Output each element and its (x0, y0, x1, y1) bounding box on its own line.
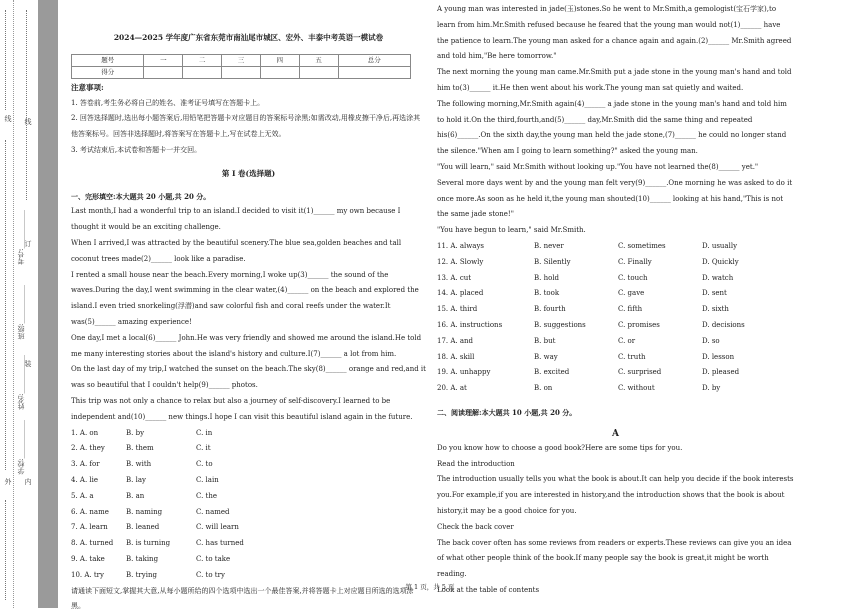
option-choice: B. by (126, 426, 196, 442)
part1-heading: 第 I 卷(选择题) (71, 166, 426, 182)
option-choice: C. sometimes (618, 239, 702, 255)
passage-a-subheading: Read the introduction (437, 457, 794, 473)
exam-title: 2024—2025 学年度广东省东莞市南汕尾市城区、宏外、丰泰中考英语一模试卷 (71, 30, 426, 46)
option-choice: C. Finally (618, 255, 702, 271)
option-choice: C. to try (196, 568, 266, 584)
option-choice: B. lay (126, 473, 196, 489)
option-choice: C. promises (618, 318, 702, 334)
option-choice: B. never (534, 239, 618, 255)
score-cell: 四 (260, 54, 299, 66)
option-row (437, 286, 794, 302)
option-choice: 7. A. learn (71, 520, 126, 536)
option-choice: C. the (196, 489, 266, 505)
passage2-paragraph: "You will learn," said Mr.Smith without looking up."You have not learned the(8)______ yet." (437, 160, 794, 176)
option-choice: C. lain (196, 473, 266, 489)
score-cell (299, 66, 338, 78)
option-choice: C. truth (618, 350, 702, 366)
right-column (437, 2, 794, 599)
score-cell: 三 (222, 54, 261, 66)
option-choice: B. with (126, 457, 196, 473)
option-choice: D. watch (702, 271, 792, 287)
score-cell (260, 66, 299, 78)
passage2-paragraph: "You have begun to learn," said Mr.Smith. (437, 223, 794, 239)
score-table (71, 54, 411, 79)
option-row (437, 239, 794, 255)
option-choice: C. without (618, 381, 702, 397)
option-choice: 19. A. unhappy (437, 365, 534, 381)
inner-label-bind: 订 (23, 240, 33, 247)
option-row (437, 381, 794, 397)
option-row (437, 255, 794, 271)
option-row (437, 271, 794, 287)
option-choice: B. trying (126, 568, 196, 584)
options2-list (437, 239, 794, 397)
option-choice: D. sent (702, 286, 792, 302)
option-choice: B. them (126, 441, 196, 457)
outer-label-line: 线 (3, 115, 13, 122)
score-cell: 总分 (338, 54, 410, 66)
passage2-paragraph: A young man was interested in jade(玉)stones.So he went to Mr.Smith,a gemologist(宝石学家),to learn from him.Mr.Smith refused because he feared that the young man would not(1)______ have the patience to learn.The young man asked for a chance again and again.(2)______ Mr.Smith agreed and told him,"Be here tomorrow." (437, 2, 794, 65)
option-choice: B. is turning (126, 536, 196, 552)
option-choice: D. by (702, 381, 792, 397)
option-choice: 9. A. take (71, 552, 126, 568)
option-row (437, 365, 794, 381)
passage1-paragraph: Last month,I had a wonderful trip to an island.I decided to visit it(1)______ my own because I thought it would be an exciting challenge. (71, 204, 426, 236)
section2-instruction: 请通读下面短文,掌握其大意,从每小题所给的四个选项中选出一个最佳答案,并将答题卡上对应题目所选的选项涂黑。 (71, 584, 426, 615)
option-row (71, 520, 426, 536)
option-choice: 13. A. cut (437, 271, 534, 287)
option-row (71, 457, 426, 473)
outer-label-outside: 外 (3, 478, 13, 485)
section2-heading: 二、阅读理解:本大题共 10 小题,共 20 分。 (437, 405, 794, 421)
option-choice: D. decisions (702, 318, 792, 334)
score-table-header-row (72, 54, 411, 66)
option-choice: 16. A. instructions (437, 318, 534, 334)
option-choice: 10. A. try (71, 568, 126, 584)
option-choice: C. named (196, 505, 266, 521)
cut-line-dots (5, 10, 8, 110)
option-choice: D. usually (702, 239, 792, 255)
notes-heading: 注意事项: (71, 80, 426, 96)
left-column (71, 0, 426, 615)
note-item: 2. 回答选择题时,选出每小题答案后,用铅笔把答题卡对应题目的答案标号涂黑;如需改动,用橡皮擦干净后,再选涂其他答案标号。回答非选择题时,将答案写在答题卡上,写在试卷上无效。 (71, 111, 426, 143)
option-choice: B. suggestions (534, 318, 618, 334)
option-row (437, 318, 794, 334)
option-row (71, 505, 426, 521)
option-choice: D. lesson (702, 350, 792, 366)
option-choice: C. has turned (196, 536, 266, 552)
option-choice: D. so (702, 334, 792, 350)
score-cell: 一 (144, 54, 183, 66)
binding-gray-bar (38, 0, 58, 608)
option-choice: 14. A. placed (437, 286, 534, 302)
field-school: 学校:___________ (16, 420, 26, 475)
field-name: 姓名:___________ (16, 355, 26, 410)
page-footer: 第 1 页，共 5 页 (0, 582, 860, 591)
passage1-paragraph: This trip was not only a chance to relax but also a journey of self-discovery.I learned to be independent and(10)______ new things.I hope I can visit this beautiful island again in the future. (71, 394, 426, 426)
option-choice: C. will learn (196, 520, 266, 536)
note-item: 3. 考试结束后,本试卷和答题卡一并交回。 (71, 143, 426, 159)
option-choice: 6. A. name (71, 505, 126, 521)
option-choice: 4. A. lie (71, 473, 126, 489)
passage-a-paragraph: The introduction usually tells you what the book is about.It can help you decide if the book interests you.For example,if you are interested in history,and the introduction shows that the book is about history,it may be a good choice for you. (437, 472, 794, 519)
option-choice: C. in (196, 426, 266, 442)
option-choice: 8. A. turned (71, 536, 126, 552)
score-cell (144, 66, 183, 78)
passage1-paragraph: I rented a small house near the beach.Every morning,I woke up(3)______ the sound of the waves.During the day,I went swimming in the clear water,(4)______ on the beach and explored the island.I even tried snorkeling(浮潜)and saw colorful fish and coral reefs under the water.It was(5)______ amazing experience! (71, 268, 426, 331)
note-item: 1. 答卷前,考生务必将自己的姓名、准考证号填写在答题卡上。 (71, 96, 426, 112)
option-choice: 11. A. always (437, 239, 534, 255)
options1-list (71, 426, 426, 584)
passage-a-label: A (437, 427, 794, 441)
option-choice: C. or (618, 334, 702, 350)
option-row (71, 426, 426, 442)
score-cell (222, 66, 261, 78)
passage1-paragraph: When I arrived,I was attracted by the beautiful scenery.The blue sea,golden beaches and tall coconut trees made(2)______ look like a paradise. (71, 236, 426, 268)
option-choice: 5. A. a (71, 489, 126, 505)
option-choice: C. to (196, 457, 266, 473)
option-choice: B. Silently (534, 255, 618, 271)
option-row (71, 441, 426, 457)
inner-line-dots (26, 10, 29, 200)
option-choice: 2. A. they (71, 441, 126, 457)
cut-line-dots (5, 140, 8, 470)
option-row (437, 350, 794, 366)
option-choice: C. it (196, 441, 266, 457)
option-row (437, 334, 794, 350)
inner-label-inside: 内 (23, 478, 33, 485)
option-choice: B. hold (534, 271, 618, 287)
option-choice: D. pleased (702, 365, 792, 381)
score-cell: 五 (299, 54, 338, 66)
option-choice: 17. A. and (437, 334, 534, 350)
option-row (71, 536, 426, 552)
option-choice: B. took (534, 286, 618, 302)
option-choice: B. on (534, 381, 618, 397)
option-choice: C. surprised (618, 365, 702, 381)
passage1-paragraph: On the last day of my trip,I watched the sunset on the beach.The sky(8)______ orange and red,and it was so beautiful that I couldn't help(9)______ photos. (71, 362, 426, 394)
score-cell (183, 66, 222, 78)
option-choice: B. taking (126, 552, 196, 568)
passage-a-paragraph: The back cover often has some reviews from readers or experts.These reviews can give you an idea of what other people think of the book.If many people say the book is great,it might be worth reading. (437, 536, 794, 583)
score-cell (338, 66, 410, 78)
option-choice: D. sixth (702, 302, 792, 318)
option-choice: C. gave (618, 286, 702, 302)
option-choice: C. to take (196, 552, 266, 568)
option-choice: 3. A. for (71, 457, 126, 473)
option-choice: 20. A. at (437, 381, 534, 397)
option-choice: 15. A. third (437, 302, 534, 318)
passage1-paragraph: One day,I met a local(6)______ John.He was very friendly and showed me around the island.He told me many interesting stories about the island's history and culture.I(7)______ a lot from him. (71, 331, 426, 363)
option-choice: B. way (534, 350, 618, 366)
passage-a-subheading: Check the back cover (437, 520, 794, 536)
passage2-paragraph: The following morning,Mr.Smith again(4)______ a jade stone in the young man's hand and told him to hold it.On the third,fourth,and(5)______ day,Mr.Smith did the same thing and repeated his(6)______.On the sixth day,the young man held the jade stone,(7)______ he could no longer stand the silence."When am I going to learn something?" asked the young man. (437, 97, 794, 160)
field-exam-number: 考号:___________ (16, 210, 26, 265)
score-cell: 得分 (72, 66, 144, 78)
option-row (71, 489, 426, 505)
field-class: 班级:___________ (16, 285, 26, 340)
option-choice: B. fourth (534, 302, 618, 318)
option-choice: B. naming (126, 505, 196, 521)
inner-label-install: 装 (23, 360, 33, 367)
option-choice: 1. A. on (71, 426, 126, 442)
section1-heading: 一、完形填空:本大题共 20 小题,共 20 分。 (71, 189, 426, 205)
passage2-paragraph: The next morning the young man came.Mr.Smith put a jade stone in the young man's hand and told him to(3)______ it.He then went about his work.The young man sat quietly and waited. (437, 65, 794, 97)
passage-a-subheading: Look at the table of contents (437, 583, 794, 599)
option-choice: C. touch (618, 271, 702, 287)
option-choice: B. an (126, 489, 196, 505)
option-choice: D. Quickly (702, 255, 792, 271)
score-cell: 二 (183, 54, 222, 66)
score-cell: 题号 (72, 54, 144, 66)
option-choice: 18. A. skill (437, 350, 534, 366)
passage2-paragraph: Several more days went by and the young man felt very(9)______.One morning he was asked to do it once more.As soon as he held it,the young man shouted(10)______ looking at his hand,"This is not the same jade stone!" (437, 176, 794, 223)
option-row (71, 473, 426, 489)
option-choice: 12. A. Slowly (437, 255, 534, 271)
option-row (437, 302, 794, 318)
option-choice: B. leaned (126, 520, 196, 536)
option-row (71, 552, 426, 568)
passage-a-paragraph: Do you know how to choose a good book?Here are some tips for you. (437, 441, 794, 457)
binding-strip (0, 0, 60, 608)
option-choice: B. but (534, 334, 618, 350)
option-choice: B. excited (534, 365, 618, 381)
inner-label-line: 线 (23, 118, 33, 125)
score-table-score-row (72, 66, 411, 78)
option-choice: C. fifth (618, 302, 702, 318)
